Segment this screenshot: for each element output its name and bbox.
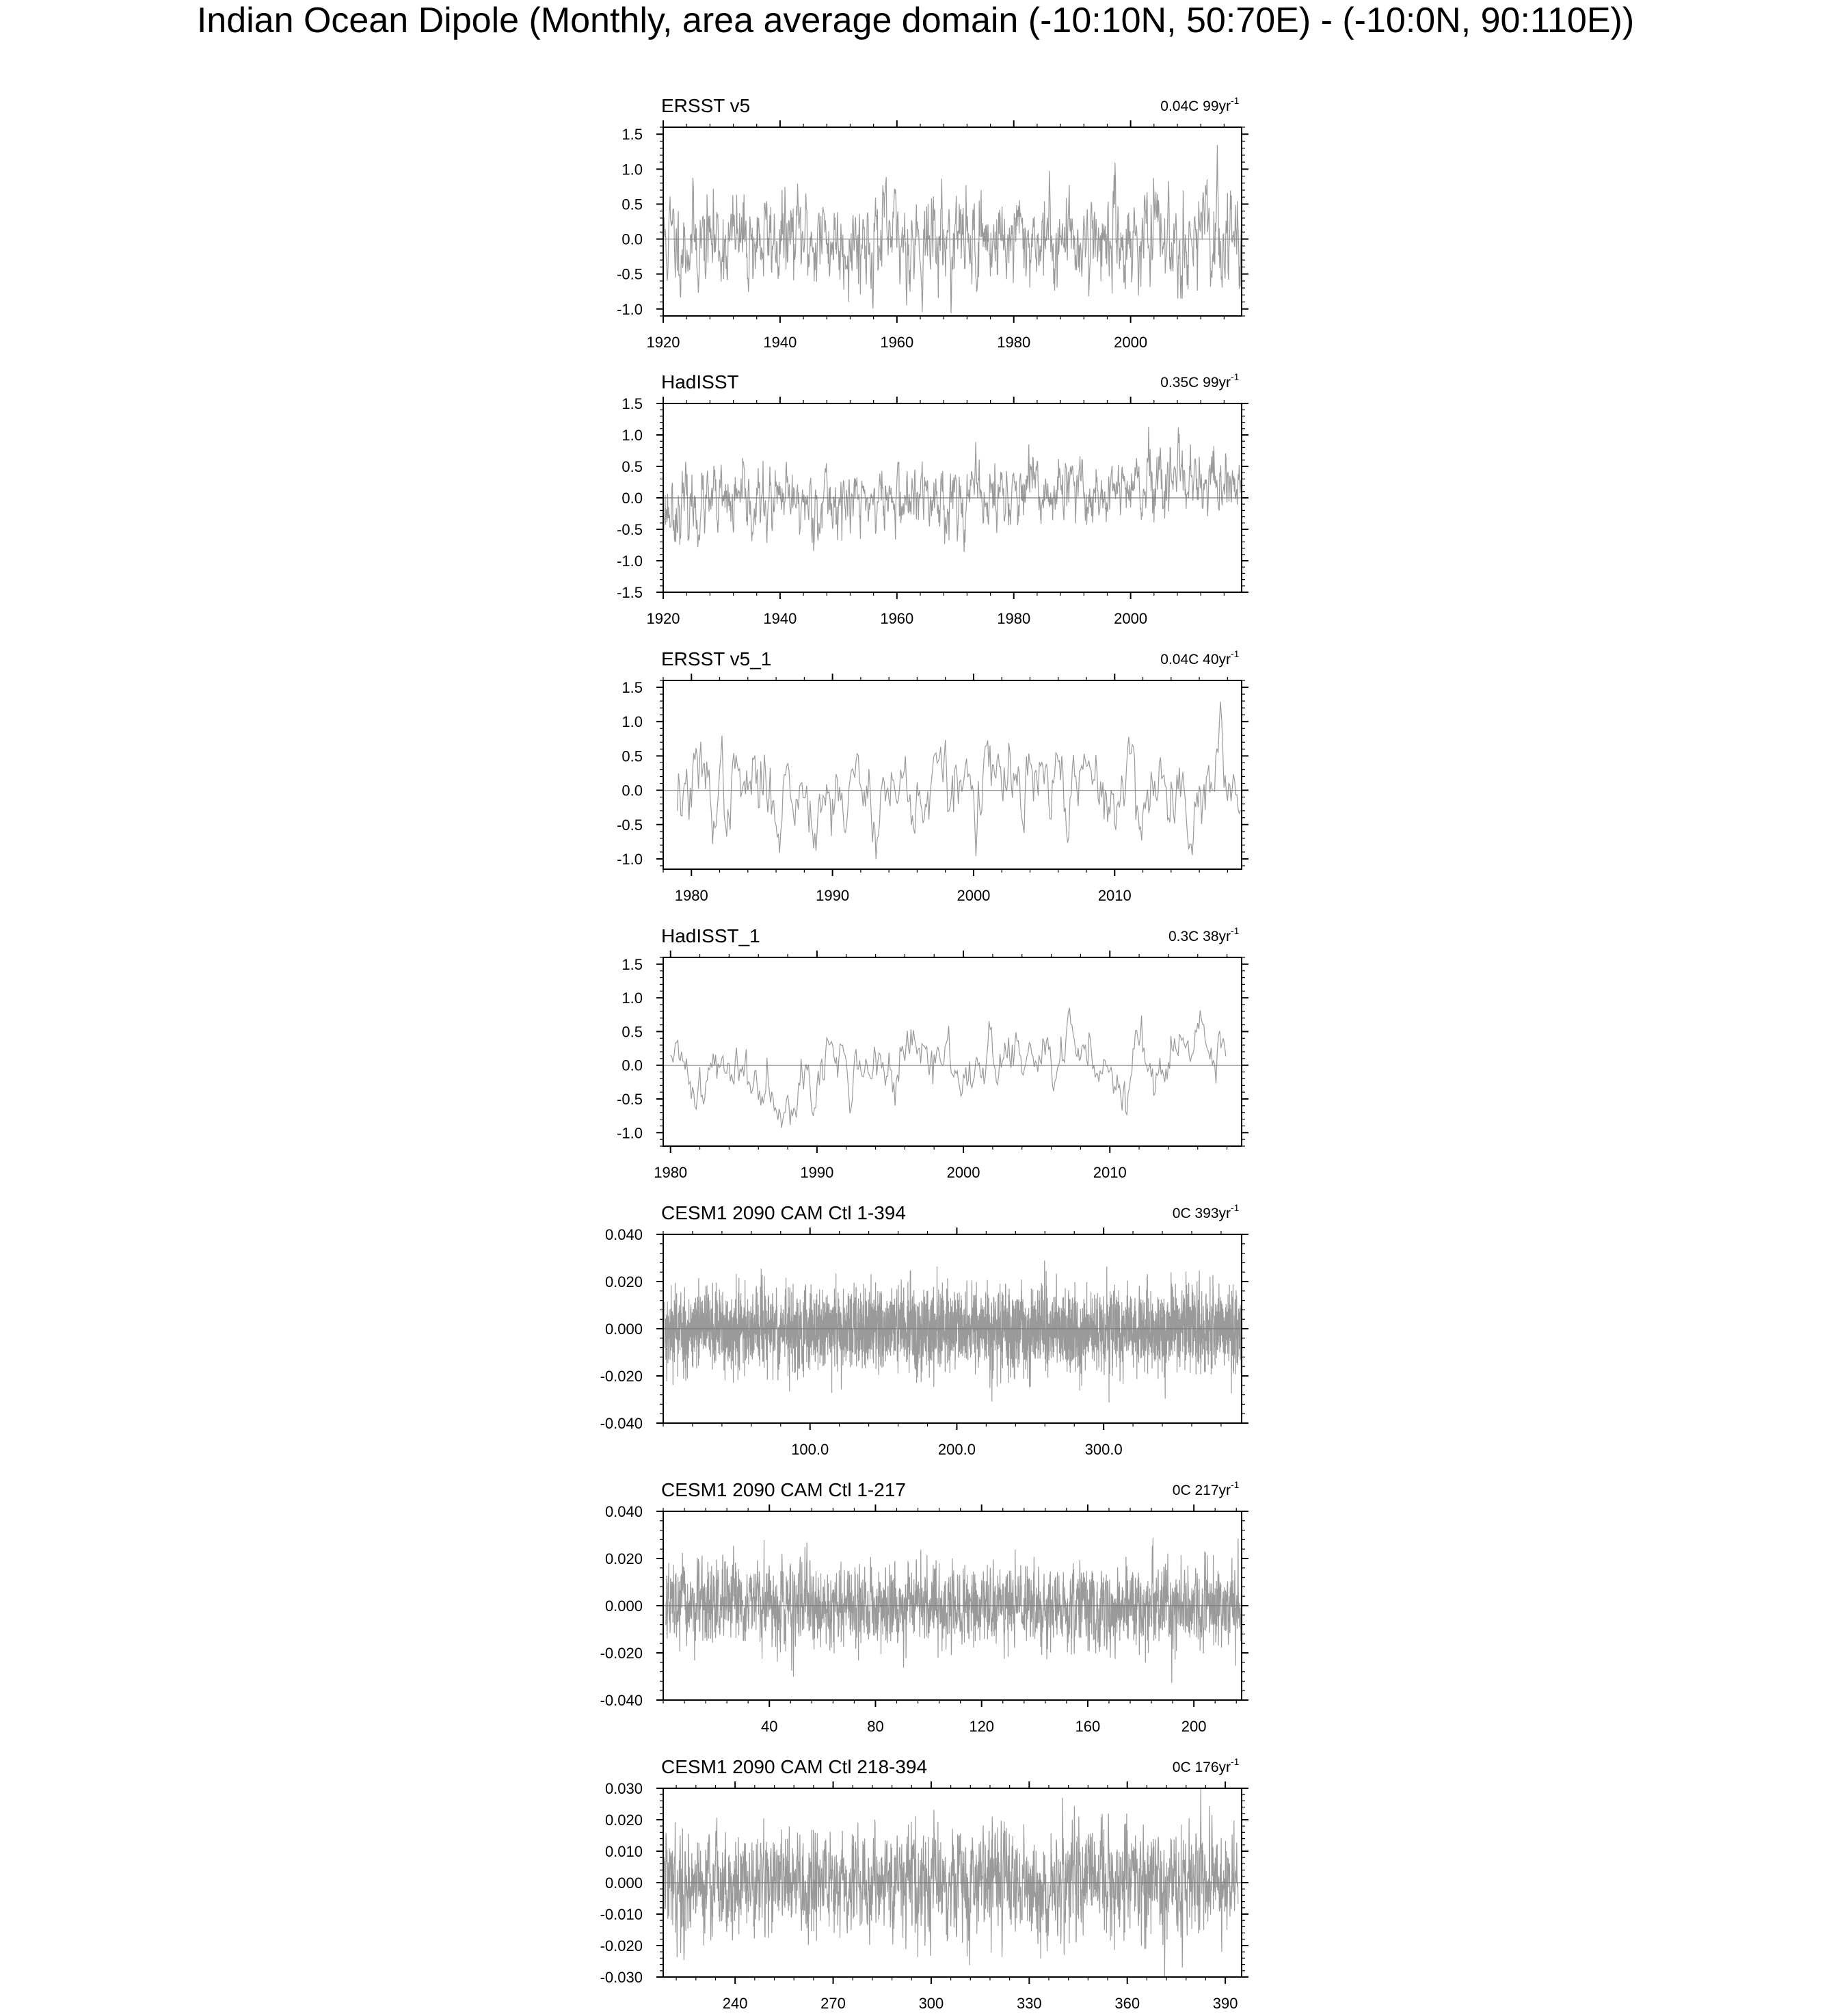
panel-title: HadISST: [661, 371, 739, 393]
x-tick-label: 1960: [880, 610, 914, 627]
y-tick-label: -1.0: [617, 553, 643, 570]
x-tick-label: 270: [820, 1995, 846, 2012]
y-tick-label: 1.5: [622, 955, 643, 973]
y-tick-label: 1.0: [622, 161, 643, 178]
y-tick-label: -0.5: [617, 265, 643, 283]
y-tick-label: -0.010: [600, 1906, 643, 1923]
panel-title: ERSST v5_1: [661, 648, 772, 669]
y-tick-label: -0.5: [617, 1091, 643, 1108]
series-line: [671, 1008, 1226, 1128]
x-tick-label: 80: [867, 1718, 884, 1735]
y-tick-label: 1.5: [622, 126, 643, 144]
x-tick-label: 1980: [997, 610, 1031, 627]
trend-exponent: -1: [1231, 925, 1240, 936]
y-tick-label: 0.020: [604, 1273, 643, 1290]
chart-panel-5: [600, 1202, 1248, 1458]
x-tick-label: 1990: [800, 1164, 834, 1181]
panel-title: CESM1 2090 CAM Ctl 1-217: [661, 1479, 906, 1500]
trend-exponent: -1: [1231, 648, 1240, 659]
panel-title: ERSST v5: [661, 95, 751, 116]
panel-title: CESM1 2090 CAM Ctl 218-394: [661, 1756, 928, 1777]
series-line: [666, 1538, 1242, 1683]
page-title: Indian Ocean Dipole (Monthly, area average domain (-10:10N, 50:70E) - (-10:0N, 90:110E)): [196, 1, 1635, 40]
chart-panel-1: [617, 95, 1248, 351]
x-tick-label: 200.0: [937, 1441, 976, 1458]
x-tick-label: 160: [1075, 1718, 1101, 1735]
panel-title: HadISST_1: [661, 925, 760, 946]
trend-label: 0.04C 40yr: [1160, 652, 1231, 667]
x-tick-label: 1960: [880, 334, 914, 351]
y-tick-label: -0.020: [600, 1937, 643, 1954]
plot-frame: [663, 957, 1242, 1146]
y-tick-label: 0.000: [604, 1874, 643, 1892]
y-tick-label: 0.030: [604, 1780, 643, 1797]
x-tick-label: 2010: [1093, 1164, 1127, 1181]
x-tick-label: 1980: [654, 1164, 688, 1181]
y-tick-label: -0.020: [600, 1645, 643, 1662]
y-tick-label: 1.0: [622, 427, 643, 444]
x-tick-label: 1940: [763, 610, 797, 627]
x-tick-label: 1990: [816, 887, 850, 904]
x-tick-label: 360: [1114, 1995, 1140, 2012]
x-tick-label: 390: [1212, 1995, 1238, 2012]
y-tick-label: -1.0: [617, 1124, 643, 1142]
x-tick-label: 2000: [1114, 610, 1148, 627]
trend-label: 0.35C 99yr: [1160, 375, 1231, 390]
y-tick-label: 0.5: [622, 1023, 643, 1041]
y-tick-label: -0.5: [617, 521, 643, 538]
x-tick-label: 1920: [646, 334, 680, 351]
y-tick-label: 0.020: [604, 1812, 643, 1829]
y-tick-label: 1.5: [622, 679, 643, 697]
y-tick-label: 1.0: [622, 713, 643, 731]
plot-frame: [663, 680, 1242, 869]
y-tick-label: 1.0: [622, 990, 643, 1007]
y-tick-label: 0.0: [622, 490, 643, 507]
y-tick-label: 0.5: [622, 458, 643, 475]
x-tick-label: 240: [722, 1995, 748, 2012]
y-tick-label: 0.040: [604, 1503, 643, 1520]
x-tick-label: 2000: [946, 1164, 980, 1181]
y-tick-label: 0.0: [622, 1057, 643, 1074]
y-tick-label: -1.0: [617, 850, 643, 868]
x-tick-label: 300: [918, 1995, 944, 2012]
y-tick-label: 0.010: [604, 1843, 643, 1860]
y-tick-label: -0.020: [600, 1368, 643, 1385]
series-line: [663, 145, 1241, 313]
y-tick-label: 0.5: [622, 747, 643, 765]
y-tick-label: -1.0: [617, 300, 643, 318]
trend-exponent: -1: [1231, 1202, 1240, 1213]
x-tick-label: 1980: [997, 334, 1031, 351]
chart-panel-7: [600, 1756, 1248, 2012]
trend-exponent: -1: [1231, 95, 1240, 106]
x-tick-label: 1980: [674, 887, 708, 904]
y-tick-label: -0.030: [600, 1969, 643, 1986]
trend-label: 0C 217yr: [1172, 1483, 1231, 1498]
y-tick-label: -0.5: [617, 816, 643, 834]
x-tick-label: 300.0: [1084, 1441, 1123, 1458]
x-tick-label: 200: [1181, 1718, 1207, 1735]
x-tick-label: 2000: [1114, 334, 1148, 351]
y-tick-label: 1.5: [622, 395, 643, 412]
y-tick-label: 0.040: [604, 1226, 643, 1243]
x-tick-label: 330: [1016, 1995, 1042, 2012]
x-tick-label: 100.0: [791, 1441, 829, 1458]
panel-title: CESM1 2090 CAM Ctl 1-394: [661, 1202, 906, 1223]
y-tick-label: 0.0: [622, 782, 643, 799]
chart-panel-3: [617, 648, 1248, 904]
series-line: [678, 702, 1241, 859]
y-tick-label: 0.000: [604, 1321, 643, 1338]
y-tick-label: -0.040: [600, 1692, 643, 1709]
y-tick-label: 0.000: [604, 1597, 643, 1615]
x-tick-label: 1940: [763, 334, 797, 351]
x-tick-label: 1920: [646, 610, 680, 627]
trend-label: 0C 393yr: [1172, 1206, 1231, 1221]
y-tick-label: 0.5: [622, 196, 643, 213]
chart-panel-4: [617, 925, 1248, 1181]
x-tick-label: 2010: [1097, 887, 1132, 904]
trend-exponent: -1: [1231, 371, 1240, 382]
trend-exponent: -1: [1231, 1479, 1240, 1490]
y-tick-label: -1.5: [617, 584, 643, 601]
series-line: [665, 1260, 1242, 1402]
x-tick-label: 120: [969, 1718, 995, 1735]
x-tick-label: 40: [760, 1718, 778, 1735]
trend-exponent: -1: [1231, 1756, 1240, 1767]
trend-label: 0C 176yr: [1172, 1760, 1231, 1775]
y-tick-label: 0.0: [622, 230, 643, 248]
y-tick-label: -0.040: [600, 1415, 643, 1432]
trend-label: 0.3C 38yr: [1168, 929, 1231, 944]
x-tick-label: 2000: [957, 887, 991, 904]
trend-label: 0.04C 99yr: [1160, 98, 1231, 114]
y-tick-label: 0.020: [604, 1550, 643, 1567]
series-line: [663, 427, 1241, 552]
chart-panel-2: [617, 371, 1248, 627]
chart-panel-6: [600, 1479, 1248, 1735]
